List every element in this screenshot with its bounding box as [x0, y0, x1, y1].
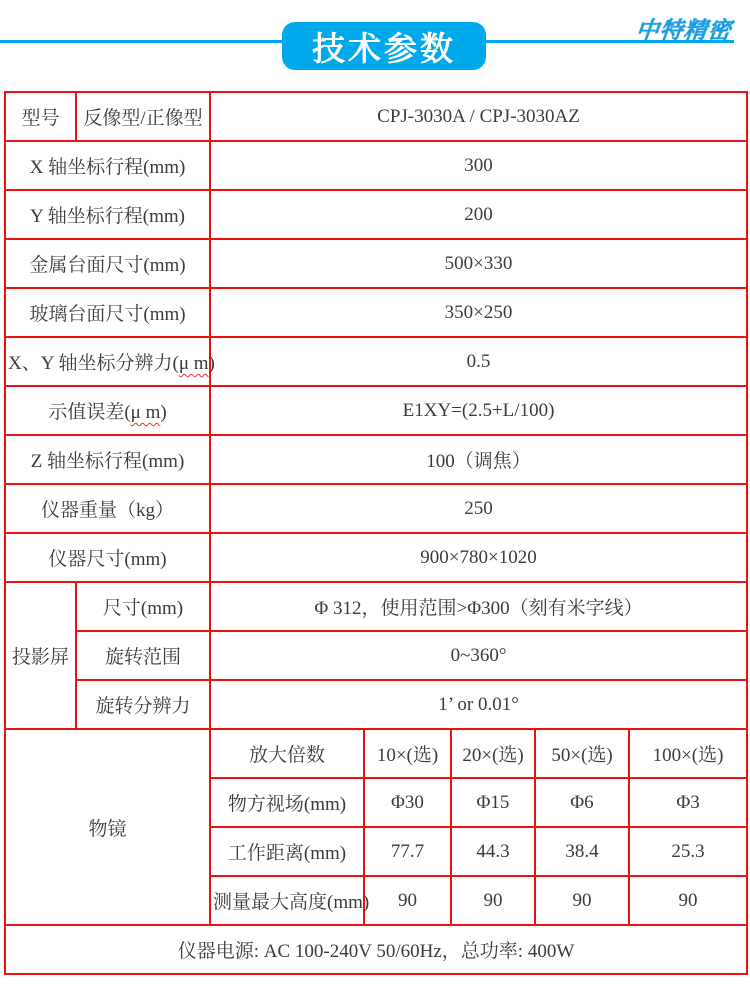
table-row: [5, 190, 747, 239]
table-row-objective: [5, 729, 747, 778]
table-row-projection: [5, 631, 747, 680]
spec-value: Φ15: [451, 778, 535, 827]
label-text-end: ): [208, 353, 215, 374]
page-title: 技术参数: [312, 29, 456, 67]
table-row: [5, 533, 747, 582]
spec-value: 200: [210, 190, 747, 239]
spec-label: [5, 386, 210, 435]
objective-group-label: 物镜: [5, 729, 210, 925]
spec-value: 250: [210, 484, 747, 533]
spec-label: 工作距离(mm): [210, 827, 364, 876]
spec-value: E1XY=(2.5+L/100): [210, 386, 747, 435]
magnification-cell: 100×(选): [629, 729, 747, 778]
label-unit-wavy: μ m: [178, 353, 209, 374]
section-title-banner: [282, 22, 486, 70]
label-text: X、Y 轴坐标分辨力(: [8, 353, 179, 374]
spec-label: 仪器尺寸(mm): [5, 533, 210, 582]
spec-label: 尺寸(mm): [76, 582, 210, 631]
spec-value: 90: [451, 876, 535, 925]
page-header: [0, 0, 750, 91]
label-text: 示值误差(: [48, 402, 131, 423]
spec-value: 90: [629, 876, 747, 925]
spec-value: 100（调焦）: [210, 435, 747, 484]
header-rule-left: [0, 40, 282, 43]
spec-label: 玻璃台面尺寸(mm): [5, 288, 210, 337]
table-row: [5, 141, 747, 190]
spec-label: Z 轴坐标行程(mm): [5, 435, 210, 484]
spec-value: 44.3: [451, 827, 535, 876]
label-text-end: ): [160, 402, 167, 423]
spec-label: 物方视场(mm): [210, 778, 364, 827]
table-row: [5, 484, 747, 533]
spec-label: 仪器重量（kg）: [5, 484, 210, 533]
brand-logo: 中特精密: [634, 16, 734, 44]
spec-label: 旋转分辨力: [76, 680, 210, 729]
spec-value: 350×250: [210, 288, 747, 337]
spec-value: Φ 312，使用范围>Φ300（刻有米字线）: [210, 582, 747, 631]
model-type-label: 反像型/正像型: [76, 92, 210, 141]
spec-label: 测量最大高度(mm): [210, 876, 364, 925]
magnification-cell: 10×(选): [364, 729, 451, 778]
table-row-projection: [5, 582, 747, 631]
spec-label: Y 轴坐标行程(mm): [5, 190, 210, 239]
table-row: [5, 239, 747, 288]
spec-label: X 轴坐标行程(mm): [5, 141, 210, 190]
spec-value: 90: [535, 876, 629, 925]
table-row-power: [5, 925, 747, 974]
magnification-cell: 50×(选): [535, 729, 629, 778]
spec-value: 500×330: [210, 239, 747, 288]
label-unit-wavy: μ m: [130, 402, 161, 423]
table-row: [5, 386, 747, 435]
spec-value: 38.4: [535, 827, 629, 876]
objective-header-label: 放大倍数: [210, 729, 364, 778]
table-row: [5, 435, 747, 484]
model-label: 型号: [5, 92, 76, 141]
power-spec: 仪器电源: AC 100-240V 50/60Hz，总功率: 400W: [5, 925, 747, 974]
spec-value: 1’ or 0.01°: [210, 680, 747, 729]
table-row: [5, 337, 747, 386]
spec-table: [4, 91, 748, 975]
spec-label: 旋转范围: [76, 631, 210, 680]
projection-group-label: 投影屏: [5, 582, 76, 729]
table-row-projection: [5, 680, 747, 729]
spec-value: 900×780×1020: [210, 533, 747, 582]
table-row-model: [5, 92, 747, 141]
spec-label: 金属台面尺寸(mm): [5, 239, 210, 288]
model-value: CPJ-3030A / CPJ-3030AZ: [210, 92, 747, 141]
spec-value: 0.5: [210, 337, 747, 386]
table-row: [5, 288, 747, 337]
spec-value: Φ3: [629, 778, 747, 827]
spec-value: Φ6: [535, 778, 629, 827]
magnification-cell: 20×(选): [451, 729, 535, 778]
spec-value: 90: [364, 876, 451, 925]
spec-value: Φ30: [364, 778, 451, 827]
spec-value: 77.7: [364, 827, 451, 876]
spec-value: 25.3: [629, 827, 747, 876]
spec-label: [5, 337, 215, 386]
spec-value: 300: [210, 141, 747, 190]
spec-value: 0~360°: [210, 631, 747, 680]
